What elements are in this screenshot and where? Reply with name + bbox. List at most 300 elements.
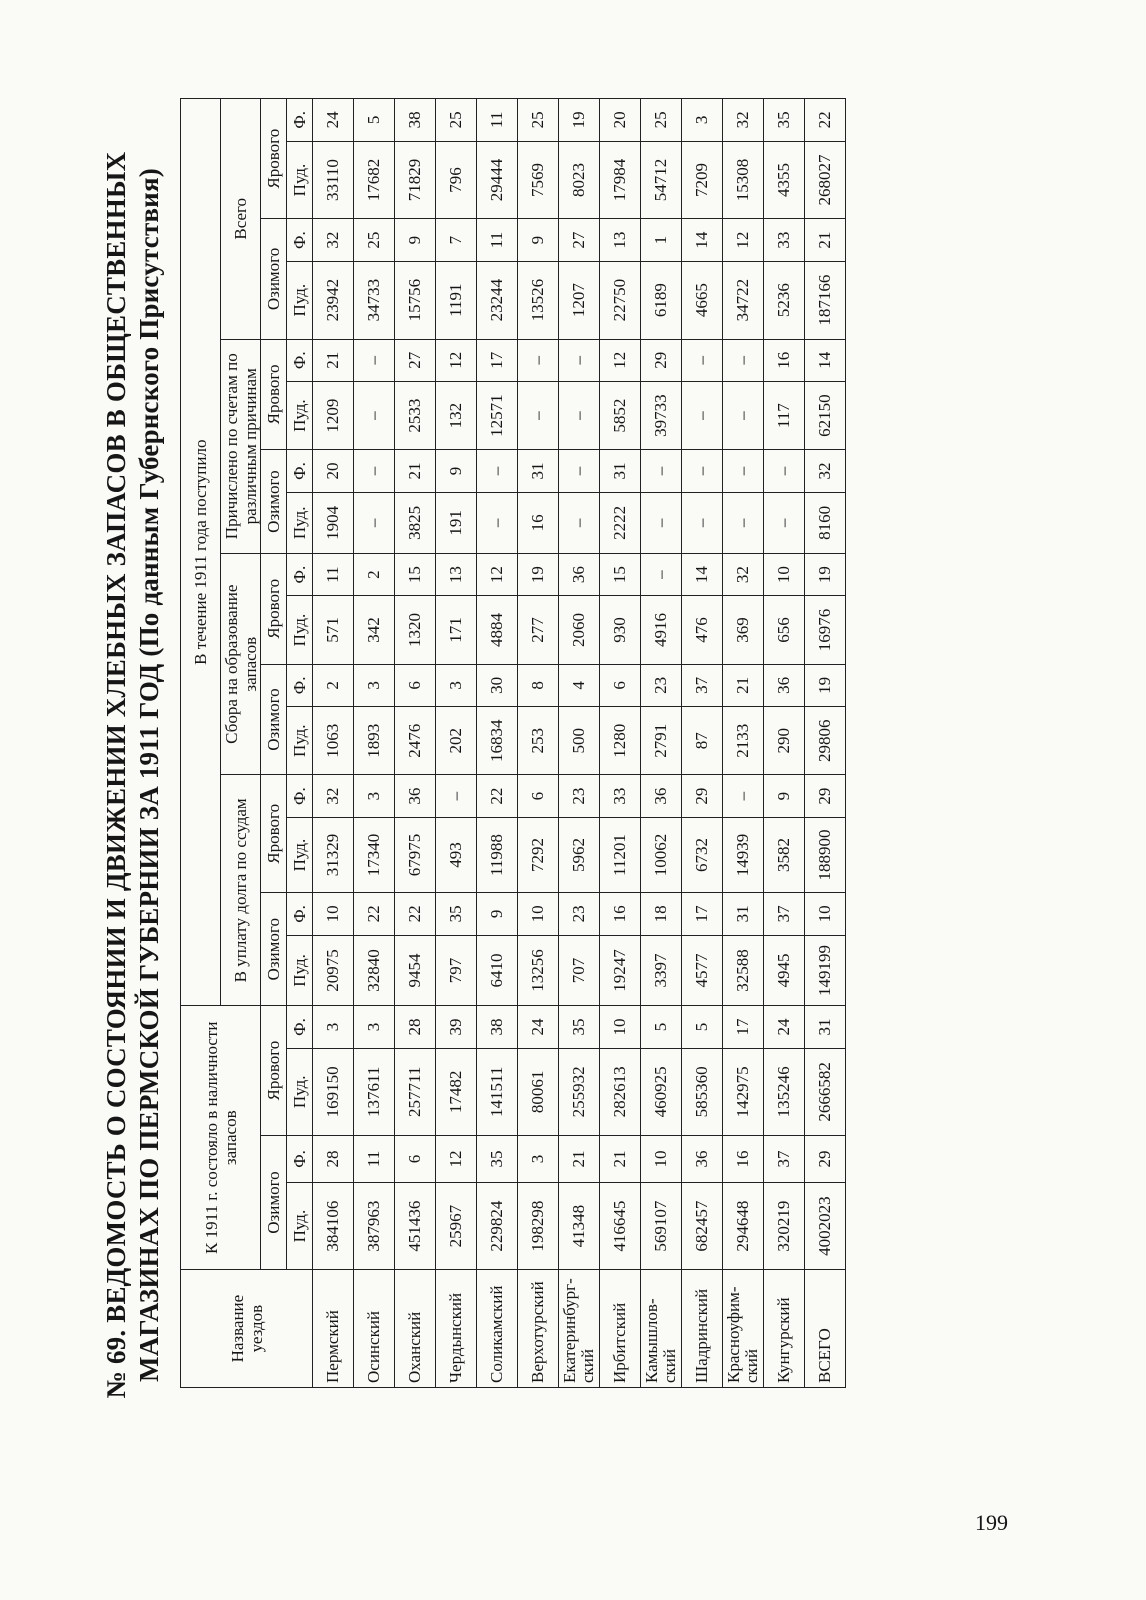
- table-cell: 4945: [764, 935, 805, 1006]
- table-cell: 7569: [518, 141, 559, 219]
- table-cell: 8023: [559, 141, 600, 219]
- grain-reserves-table: [180, 98, 846, 1388]
- table-cell: 39: [436, 1006, 477, 1048]
- table-cell: 29: [682, 775, 723, 817]
- table-cell: 255932: [559, 1048, 600, 1135]
- table-cell: 37: [682, 664, 723, 706]
- unit-f-header: Ф.: [287, 1006, 313, 1048]
- table-cell: –: [559, 339, 600, 381]
- district-name: Чердынский: [436, 1270, 477, 1388]
- table-cell: 188900: [805, 817, 846, 892]
- table-cell: 11: [354, 1135, 395, 1182]
- table-cell: 2: [354, 553, 395, 595]
- table-cell: 2060: [559, 596, 600, 664]
- table-cell: 17682: [354, 141, 395, 219]
- subheader-spring: Ярового: [261, 99, 287, 219]
- table-cell: 87: [682, 707, 723, 775]
- table-cell: 1: [641, 219, 682, 261]
- table-cell: 6732: [682, 817, 723, 892]
- table-cell: 54712: [641, 141, 682, 219]
- table-cell: 5: [682, 1006, 723, 1048]
- table-cell: 12: [436, 1135, 477, 1182]
- table-cell: 268027: [805, 141, 846, 219]
- district-name: Камышлов-ский: [641, 1270, 682, 1388]
- table-cell: 22: [477, 775, 518, 817]
- unit-pud-header: Пуд.: [287, 817, 313, 892]
- table-row: [313, 99, 354, 1388]
- table-cell: 796: [436, 141, 477, 219]
- table-cell: 6189: [641, 261, 682, 339]
- table-cell: 257711: [395, 1048, 436, 1135]
- table-cell: 9: [764, 775, 805, 817]
- table-cell: 6: [395, 664, 436, 706]
- table-cell: 3: [436, 664, 477, 706]
- table-cell: 37: [764, 1135, 805, 1182]
- table-cell: –: [764, 492, 805, 553]
- table-cell: 10: [641, 1135, 682, 1182]
- table-row: [723, 99, 764, 1388]
- table-cell: 13526: [518, 261, 559, 339]
- table-cell: 15: [395, 553, 436, 595]
- table-cell: 16976: [805, 596, 846, 664]
- table-cell: 1280: [600, 707, 641, 775]
- table-cell: 23: [641, 664, 682, 706]
- table-row: [641, 99, 682, 1388]
- subheader-winter: Озимого: [261, 664, 287, 775]
- table-cell: 28: [395, 1006, 436, 1048]
- table-cell: 320219: [764, 1183, 805, 1270]
- table-cell: 17984: [600, 141, 641, 219]
- unit-f-header: Ф.: [287, 450, 313, 492]
- table-cell: 585360: [682, 1048, 723, 1135]
- table-cell: 1904: [313, 492, 354, 553]
- table-cell: 460925: [641, 1048, 682, 1135]
- table-cell: 20: [600, 99, 641, 142]
- table-cell: 11: [477, 219, 518, 261]
- table-row: [395, 99, 436, 1388]
- table-cell: 1893: [354, 707, 395, 775]
- table-cell: 4665: [682, 261, 723, 339]
- unit-pud-header: Пуд.: [287, 381, 313, 449]
- table-cell: 20975: [313, 935, 354, 1006]
- unit-pud-header: Пуд.: [287, 141, 313, 219]
- table-cell: 33110: [313, 141, 354, 219]
- table-cell: 31: [518, 450, 559, 492]
- table-cell: 3: [313, 1006, 354, 1048]
- table-row: [518, 99, 559, 1388]
- district-name: Кунгурский: [764, 1270, 805, 1388]
- table-cell: 67975: [395, 817, 436, 892]
- table-cell: 7: [436, 219, 477, 261]
- rotated-page-content: [100, 90, 1000, 1460]
- table-cell: 7292: [518, 817, 559, 892]
- table-cell: 6: [395, 1135, 436, 1182]
- table-cell: 17: [477, 339, 518, 381]
- table-cell: 15308: [723, 141, 764, 219]
- page-number: 199: [975, 1510, 1008, 1535]
- table-cell: 21: [723, 664, 764, 706]
- table-cell: 16: [518, 492, 559, 553]
- district-name: Пермский: [313, 1270, 354, 1388]
- table-cell: 21: [559, 1135, 600, 1182]
- table-cell: 12: [436, 339, 477, 381]
- table-cell: 16: [723, 1135, 764, 1182]
- table-cell: 4002023: [805, 1183, 846, 1270]
- table-cell: 4: [559, 664, 600, 706]
- document-title: [100, 90, 166, 1460]
- table-cell: 25967: [436, 1183, 477, 1270]
- table-cell: 17: [682, 893, 723, 935]
- header-collection: Сбора на образование запасов: [221, 553, 261, 774]
- table-cell: 202: [436, 707, 477, 775]
- unit-f-header: Ф.: [287, 99, 313, 142]
- table-cell: 342: [354, 596, 395, 664]
- table-cell: 21: [805, 219, 846, 261]
- table-cell: 198298: [518, 1183, 559, 1270]
- table-cell: 5: [641, 1006, 682, 1048]
- table-cell: 707: [559, 935, 600, 1006]
- table-cell: 31: [723, 893, 764, 935]
- table-cell: 11: [313, 553, 354, 595]
- table-cell: 3825: [395, 492, 436, 553]
- title-line-1: № 69. ВЕДОМОСТЬ О СОСТОЯНИИ И ДВИЖЕНИИ ХЛЕБНЫХ ЗАПАСОВ В ОБЩЕСТВЕННЫХ: [101, 151, 131, 1399]
- table-cell: –: [641, 553, 682, 595]
- table-cell: 171: [436, 596, 477, 664]
- unit-pud-header: Пуд.: [287, 492, 313, 553]
- table-cell: 71829: [395, 141, 436, 219]
- header-added: Причислено по счетам по различным причинам: [221, 339, 261, 553]
- table-cell: –: [723, 381, 764, 449]
- table-cell: 35: [559, 1006, 600, 1048]
- table-cell: 32: [723, 99, 764, 142]
- table-cell: 2791: [641, 707, 682, 775]
- table-cell: 9: [518, 219, 559, 261]
- table-cell: 656: [764, 596, 805, 664]
- table-cell: 277: [518, 596, 559, 664]
- table-cell: –: [477, 492, 518, 553]
- table-cell: 9: [477, 893, 518, 935]
- table-cell: 28: [313, 1135, 354, 1182]
- table-cell: 22750: [600, 261, 641, 339]
- table-cell: 23942: [313, 261, 354, 339]
- table-cell: 36: [682, 1135, 723, 1182]
- table-cell: 29: [805, 775, 846, 817]
- table-cell: 10062: [641, 817, 682, 892]
- table-cell: 571: [313, 596, 354, 664]
- table-cell: 29444: [477, 141, 518, 219]
- table-cell: 34722: [723, 261, 764, 339]
- table-cell: –: [518, 339, 559, 381]
- table-cell: 290: [764, 707, 805, 775]
- table-cell: 38: [477, 1006, 518, 1048]
- table-cell: 29: [641, 339, 682, 381]
- table-cell: 37: [764, 893, 805, 935]
- table-cell: 2133: [723, 707, 764, 775]
- table-cell: 14: [805, 339, 846, 381]
- table-cell: –: [559, 381, 600, 449]
- table-cell: 30: [477, 664, 518, 706]
- table-cell: –: [354, 339, 395, 381]
- table-cell: 132: [436, 381, 477, 449]
- table-cell: 21: [600, 1135, 641, 1182]
- table-cell: 797: [436, 935, 477, 1006]
- table-cell: 3: [354, 775, 395, 817]
- table-cell: 11988: [477, 817, 518, 892]
- table-cell: 31: [600, 450, 641, 492]
- subheader-winter: Озимого: [261, 1135, 287, 1269]
- unit-pud-header: Пуд.: [287, 935, 313, 1006]
- table-cell: 5236: [764, 261, 805, 339]
- table-cell: 22: [805, 99, 846, 142]
- table-cell: 27: [395, 339, 436, 381]
- district-name: Ирбитский: [600, 1270, 641, 1388]
- table-cell: 13: [436, 553, 477, 595]
- table-cell: 32: [805, 450, 846, 492]
- subheader-spring: Ярового: [261, 1006, 287, 1136]
- table-cell: –: [723, 339, 764, 381]
- table-cell: 1191: [436, 261, 477, 339]
- table-cell: 19: [805, 553, 846, 595]
- table-row: [600, 99, 641, 1388]
- table-cell: 6410: [477, 935, 518, 1006]
- table-cell: 135246: [764, 1048, 805, 1135]
- table-cell: 35: [477, 1135, 518, 1182]
- table-cell: 18: [641, 893, 682, 935]
- table-cell: 22: [395, 893, 436, 935]
- table-cell: 36: [395, 775, 436, 817]
- table-cell: –: [559, 492, 600, 553]
- table-cell: 32588: [723, 935, 764, 1006]
- table-cell: 32840: [354, 935, 395, 1006]
- table-cell: 1207: [559, 261, 600, 339]
- table-cell: 451436: [395, 1183, 436, 1270]
- title-line-2: МАГАЗИНАХ ПО ПЕРМСКОЙ ГУБЕРНИИ ЗА 1911 ГОД (По данным Губернского Присутствия): [134, 168, 164, 1382]
- table-cell: 31329: [313, 817, 354, 892]
- table-cell: 24: [518, 1006, 559, 1048]
- table-cell: 2476: [395, 707, 436, 775]
- table-cell: 19: [518, 553, 559, 595]
- table-cell: 14939: [723, 817, 764, 892]
- table-cell: –: [682, 492, 723, 553]
- table-cell: 12571: [477, 381, 518, 449]
- table-cell: 38: [395, 99, 436, 142]
- table-cell: 20: [313, 450, 354, 492]
- table-cell: 9: [395, 219, 436, 261]
- table-cell: –: [354, 381, 395, 449]
- subheader-spring: Ярового: [261, 775, 287, 893]
- table-cell: 32: [313, 775, 354, 817]
- table-cell: 2: [313, 664, 354, 706]
- table-cell: 10: [313, 893, 354, 935]
- table-cell: 253: [518, 707, 559, 775]
- table-cell: 384106: [313, 1183, 354, 1270]
- table-cell: 3: [354, 1006, 395, 1048]
- table-cell: 4577: [682, 935, 723, 1006]
- table-cell: –: [436, 775, 477, 817]
- table-cell: 21: [313, 339, 354, 381]
- table-cell: 569107: [641, 1183, 682, 1270]
- unit-f-header: Ф.: [287, 775, 313, 817]
- district-name: Соликамский: [477, 1270, 518, 1388]
- table-cell: –: [354, 492, 395, 553]
- table-cell: 2222: [600, 492, 641, 553]
- unit-f-header: Ф.: [287, 339, 313, 381]
- table-cell: 14: [682, 553, 723, 595]
- table-cell: 117: [764, 381, 805, 449]
- table-cell: 369: [723, 596, 764, 664]
- unit-pud-header: Пуд.: [287, 261, 313, 339]
- table-cell: 39733: [641, 381, 682, 449]
- table-cell: 2666582: [805, 1048, 846, 1135]
- table-cell: 16: [600, 893, 641, 935]
- unit-f-header: Ф.: [287, 664, 313, 706]
- table-cell: 169150: [313, 1048, 354, 1135]
- table-cell: 1209: [313, 381, 354, 449]
- table-cell: 25: [518, 99, 559, 142]
- table-cell: 22: [354, 893, 395, 935]
- table-cell: 29: [805, 1135, 846, 1182]
- table-cell: 23: [559, 893, 600, 935]
- table-cell: 9454: [395, 935, 436, 1006]
- table-cell: –: [723, 492, 764, 553]
- table-cell: 35: [436, 893, 477, 935]
- header-loan-repayment: В уплату долга по ссудам: [221, 775, 261, 1006]
- table-cell: –: [723, 450, 764, 492]
- table-cell: 36: [764, 664, 805, 706]
- table-cell: 17340: [354, 817, 395, 892]
- subheader-winter: Озимого: [261, 219, 287, 339]
- table-cell: 10: [600, 1006, 641, 1048]
- table-cell: 15756: [395, 261, 436, 339]
- table-cell: 19: [559, 99, 600, 142]
- table-cell: 25: [436, 99, 477, 142]
- table-cell: –: [518, 381, 559, 449]
- table-row: [559, 99, 600, 1388]
- header-received-1911: В течение 1911 года поступило: [181, 99, 221, 1006]
- unit-pud-header: Пуд.: [287, 707, 313, 775]
- table-cell: 1320: [395, 596, 436, 664]
- table-cell: –: [354, 450, 395, 492]
- table-cell: 141511: [477, 1048, 518, 1135]
- unit-pud-header: Пуд.: [287, 1048, 313, 1135]
- table-cell: 19247: [600, 935, 641, 1006]
- table-cell: 13: [600, 219, 641, 261]
- header-start-stock: К 1911 г. состояло в наличности запасов: [181, 1006, 261, 1270]
- table-cell: 4884: [477, 596, 518, 664]
- subheader-spring: Ярового: [261, 339, 287, 450]
- table-cell: –: [641, 450, 682, 492]
- unit-f-header: Ф.: [287, 553, 313, 595]
- table-cell: 5: [354, 99, 395, 142]
- table-cell: 4355: [764, 141, 805, 219]
- table-cell: 19: [805, 664, 846, 706]
- table-cell: 29806: [805, 707, 846, 775]
- district-name: ВСЕГО: [805, 1270, 846, 1388]
- table-cell: 35: [764, 99, 805, 142]
- table-cell: 23244: [477, 261, 518, 339]
- table-cell: 25: [641, 99, 682, 142]
- table-cell: 294648: [723, 1183, 764, 1270]
- table-cell: 3: [518, 1135, 559, 1182]
- table-cell: 25: [354, 219, 395, 261]
- table-cell: –: [682, 450, 723, 492]
- table-cell: 24: [313, 99, 354, 142]
- table-cell: 12: [477, 553, 518, 595]
- table-cell: 493: [436, 817, 477, 892]
- table-cell: 33: [600, 775, 641, 817]
- table-cell: 80061: [518, 1048, 559, 1135]
- unit-f-header: Ф.: [287, 219, 313, 261]
- table-cell: 23: [559, 775, 600, 817]
- table-cell: –: [477, 450, 518, 492]
- table-cell: 682457: [682, 1183, 723, 1270]
- table-cell: 31: [805, 1006, 846, 1048]
- table-cell: 17482: [436, 1048, 477, 1135]
- table-cell: 8: [518, 664, 559, 706]
- table-cell: 32: [313, 219, 354, 261]
- table-cell: 10: [764, 553, 805, 595]
- table-row: [436, 99, 477, 1388]
- table-row: [805, 99, 846, 1388]
- table-cell: 36: [641, 775, 682, 817]
- table-cell: 3: [354, 664, 395, 706]
- table-cell: 14: [682, 219, 723, 261]
- table-cell: 62150: [805, 381, 846, 449]
- table-cell: –: [559, 450, 600, 492]
- table-cell: 387963: [354, 1183, 395, 1270]
- table-cell: 8160: [805, 492, 846, 553]
- table-cell: 12: [600, 339, 641, 381]
- table-cell: 12: [723, 219, 764, 261]
- table-row: [477, 99, 518, 1388]
- table-cell: 21: [395, 450, 436, 492]
- table-cell: 3397: [641, 935, 682, 1006]
- table-cell: 229824: [477, 1183, 518, 1270]
- table-row: [682, 99, 723, 1388]
- table-cell: 27: [559, 219, 600, 261]
- table-cell: –: [682, 339, 723, 381]
- table-cell: 17: [723, 1006, 764, 1048]
- district-name: Верхотурский: [518, 1270, 559, 1388]
- table-cell: 10: [805, 893, 846, 935]
- table-cell: 9: [436, 450, 477, 492]
- district-name: Осинский: [354, 1270, 395, 1388]
- table-cell: 34733: [354, 261, 395, 339]
- table-cell: 16834: [477, 707, 518, 775]
- subheader-winter: Озимого: [261, 450, 287, 554]
- table-cell: 11: [477, 99, 518, 142]
- table-row: [764, 99, 805, 1388]
- header-total: Всего: [221, 99, 261, 340]
- table-cell: 11201: [600, 817, 641, 892]
- table-cell: 36: [559, 553, 600, 595]
- table-cell: 3582: [764, 817, 805, 892]
- table-cell: –: [764, 450, 805, 492]
- unit-f-header: Ф.: [287, 1135, 313, 1182]
- table-cell: –: [723, 775, 764, 817]
- district-name: Оханский: [395, 1270, 436, 1388]
- table-cell: 16: [764, 339, 805, 381]
- table-cell: 3: [682, 99, 723, 142]
- table-cell: 13256: [518, 935, 559, 1006]
- table-cell: 5852: [600, 381, 641, 449]
- subheader-spring: Ярового: [261, 553, 287, 664]
- unit-pud-header: Пуд.: [287, 1183, 313, 1270]
- table-cell: 1063: [313, 707, 354, 775]
- table-cell: –: [682, 381, 723, 449]
- subheader-winter: Озимого: [261, 893, 287, 1006]
- table-row: [354, 99, 395, 1388]
